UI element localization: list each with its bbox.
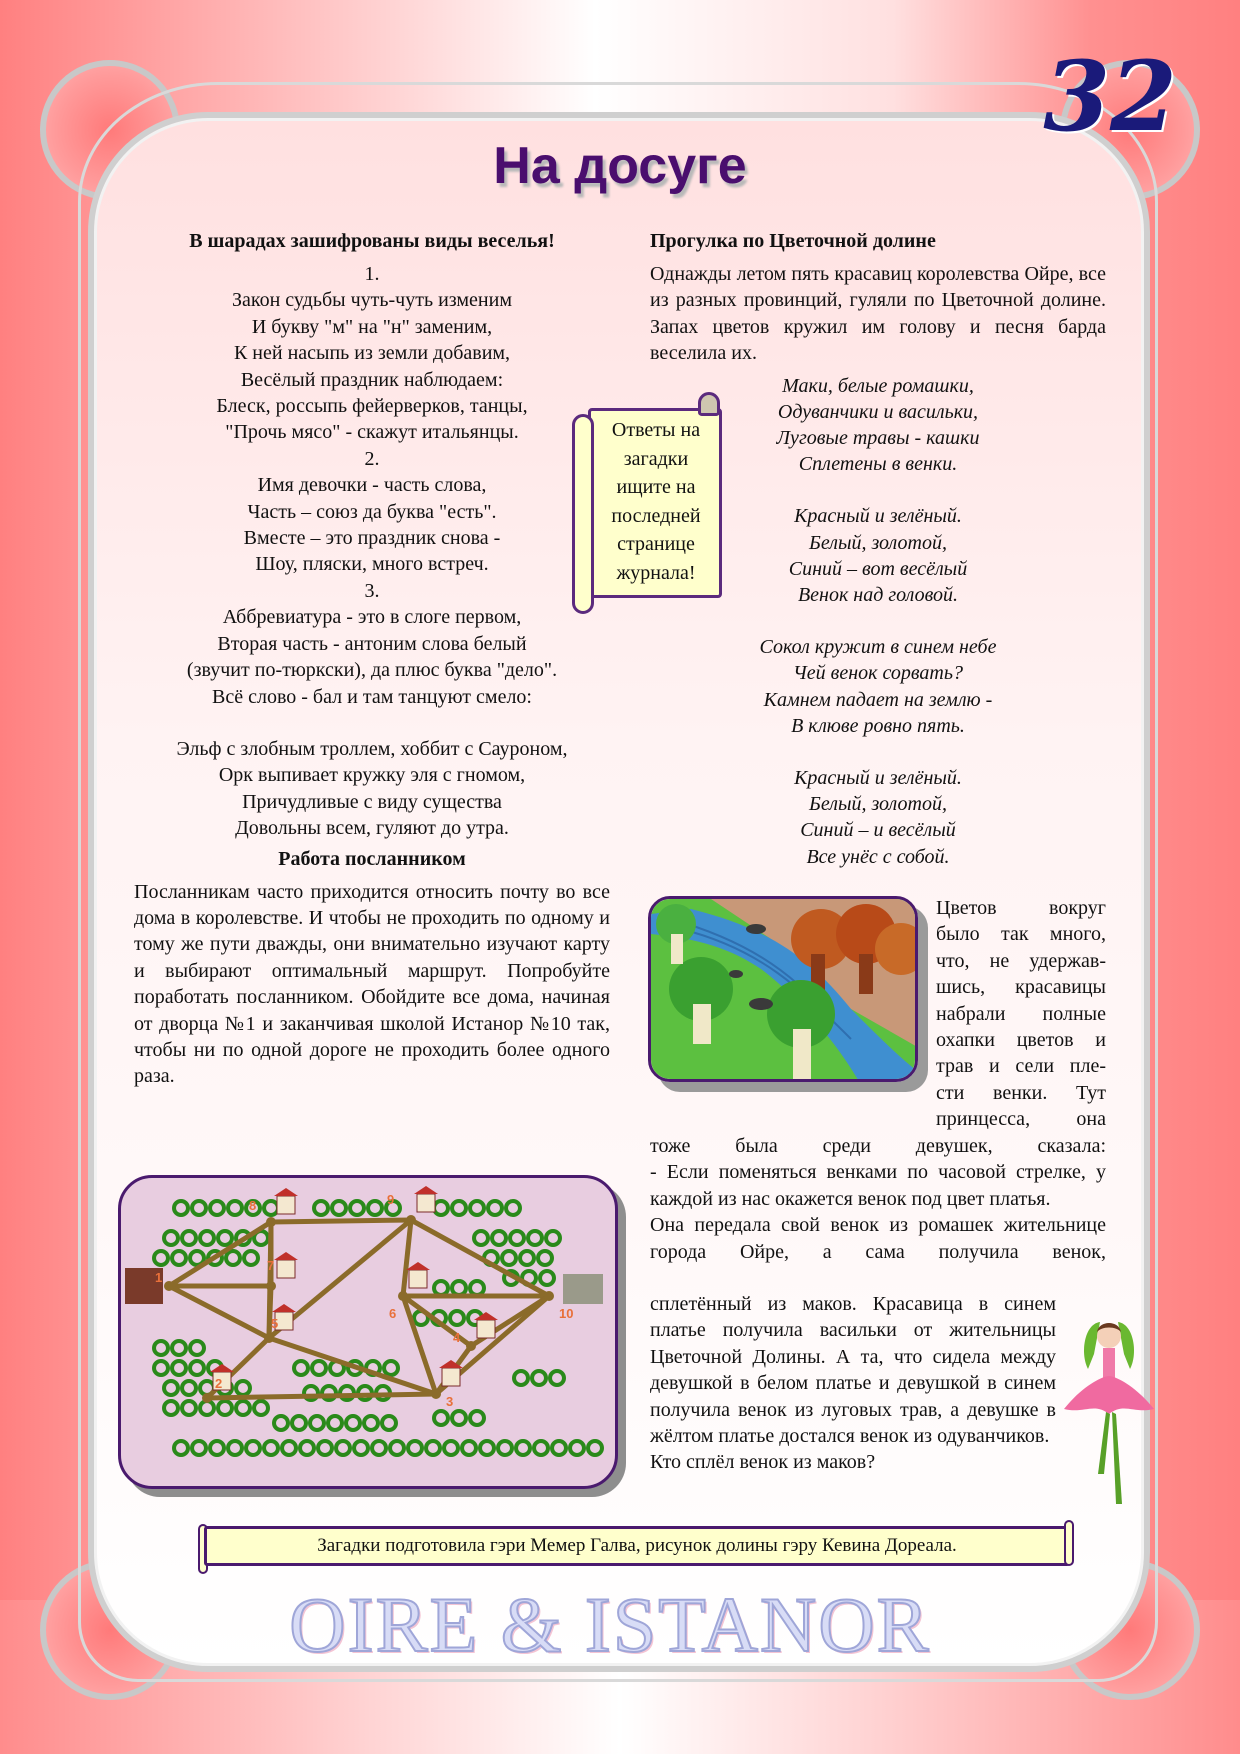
bush-icon bbox=[532, 1371, 546, 1385]
bush-icon bbox=[154, 1361, 168, 1375]
house-roof bbox=[272, 1304, 296, 1312]
map-node-label: 5 bbox=[271, 1316, 279, 1331]
bush-icon bbox=[520, 1251, 534, 1265]
bush-icon bbox=[236, 1401, 250, 1415]
bush-icon bbox=[310, 1416, 324, 1430]
charade-line: Закон судьбы чуть-чуть изменим bbox=[232, 289, 512, 312]
bush-icon bbox=[336, 1441, 350, 1455]
bush-icon bbox=[434, 1201, 448, 1215]
bush-icon bbox=[452, 1411, 466, 1425]
walk-stanza bbox=[650, 373, 1106, 478]
bush-icon bbox=[174, 1441, 188, 1455]
walk-story-line: набрали полные bbox=[936, 1002, 1106, 1025]
charade-line: (звучит по-тюркски), да плюс буква "дело". bbox=[186, 659, 558, 682]
stanza-line: Луговые травы - кашки bbox=[776, 427, 980, 450]
map-node bbox=[544, 1291, 554, 1301]
bush-icon bbox=[528, 1231, 542, 1245]
stanza-line: Белый, золотой, bbox=[809, 531, 947, 554]
bush-icon bbox=[384, 1361, 398, 1375]
house-roof bbox=[414, 1186, 438, 1194]
fairy-illustration bbox=[1054, 1314, 1164, 1514]
charade-line: Весёлый праздник наблюдаем: bbox=[240, 368, 504, 391]
bush-icon bbox=[470, 1281, 484, 1295]
map-node bbox=[266, 1281, 276, 1291]
map-node-label: 3 bbox=[446, 1394, 454, 1409]
charade-closing-line: Орк выпивает кружку эля с гномом, bbox=[218, 764, 526, 787]
map-node bbox=[266, 1217, 276, 1227]
walk-poem bbox=[650, 373, 1106, 870]
valley-drawing-image bbox=[648, 896, 918, 1082]
bush-icon bbox=[470, 1411, 484, 1425]
route-map-graphic bbox=[121, 1178, 618, 1489]
bush-icon bbox=[190, 1341, 204, 1355]
walk-title: Прогулка по Цветочной долине bbox=[650, 230, 936, 252]
map-node bbox=[164, 1281, 174, 1291]
bush-icon bbox=[314, 1201, 328, 1215]
walk-quote: - Если поменяться венками по часовой стрелке, у каждой из нас окажется венок под цвет платья. bbox=[650, 1161, 1106, 1210]
bush-icon bbox=[546, 1231, 560, 1245]
charade-line: Имя девочки - часть слова, bbox=[257, 474, 487, 497]
note-line: Ответы на bbox=[611, 419, 701, 441]
charade-line: Вместе – это праздник снова - bbox=[243, 527, 501, 550]
bush-icon bbox=[318, 1441, 332, 1455]
bush-icon bbox=[172, 1341, 186, 1355]
charade-line: Аббревиатура - это в слоге первом, bbox=[222, 606, 522, 629]
house-icon bbox=[477, 1320, 495, 1338]
bush-icon bbox=[172, 1361, 186, 1375]
walk-intro: Однажды летом пять красавиц королевства Ойре, все из разных провинций, гуляли по Цветочной долине. Запах цветов кружил им голову и песня барда веселила их. bbox=[650, 263, 1106, 365]
bush-icon bbox=[328, 1416, 342, 1430]
charade-closing-line: Причудливые с виду существа bbox=[242, 790, 502, 813]
bush-icon bbox=[192, 1441, 206, 1455]
charade-line: И букву "м" на "н" заменим, bbox=[251, 315, 493, 338]
bush-icon bbox=[452, 1281, 466, 1295]
bush-icon bbox=[470, 1201, 484, 1215]
walk-story-wrapped bbox=[936, 895, 1106, 1133]
bush-icon bbox=[444, 1441, 458, 1455]
house-icon bbox=[409, 1270, 427, 1288]
bush-icon bbox=[228, 1441, 242, 1455]
bush-icon bbox=[450, 1311, 464, 1325]
bush-icon bbox=[192, 1201, 206, 1215]
bush-icon bbox=[246, 1441, 260, 1455]
map-node bbox=[431, 1389, 441, 1399]
stanza-line: Красный и зелёный. bbox=[794, 767, 962, 790]
stanza-line: Синий – вот весёлый bbox=[788, 557, 968, 580]
map-node-label: 7 bbox=[267, 1258, 275, 1273]
stanza-line: В клюве ровно пять. bbox=[791, 714, 965, 737]
house-roof bbox=[406, 1262, 430, 1270]
stanza-line: Сплетены в венки. bbox=[798, 453, 958, 476]
road-line bbox=[271, 1220, 411, 1222]
walk-story-line: трав и сели пле- bbox=[936, 1055, 1106, 1078]
bush-icon bbox=[474, 1231, 488, 1245]
bush-icon bbox=[218, 1401, 232, 1415]
map-node bbox=[398, 1291, 408, 1301]
walk-stanza bbox=[650, 503, 1106, 608]
map-node-label: 9 bbox=[387, 1192, 395, 1207]
bush-icon bbox=[540, 1271, 554, 1285]
bush-icon bbox=[506, 1201, 520, 1215]
credits-banner bbox=[204, 1526, 1070, 1566]
bush-icon bbox=[588, 1441, 602, 1455]
stanza-line: Одуванчики и васильки, bbox=[777, 400, 979, 423]
charade-line: Вторая часть - антоним слова белый bbox=[217, 632, 527, 655]
charade-line: 1. bbox=[364, 263, 380, 285]
bush-icon bbox=[516, 1441, 530, 1455]
bush-icon bbox=[488, 1201, 502, 1215]
bush-icon bbox=[274, 1416, 288, 1430]
bush-icon bbox=[154, 1251, 168, 1265]
bush-icon bbox=[164, 1381, 178, 1395]
charades-poem bbox=[134, 261, 610, 710]
bush-icon bbox=[498, 1441, 512, 1455]
walk-question: Кто сплёл венок из маков? bbox=[650, 1451, 876, 1474]
map-node-label: 1 bbox=[155, 1270, 163, 1285]
bush-icon bbox=[550, 1371, 564, 1385]
bush-icon bbox=[190, 1361, 204, 1375]
walk-story-line: Цветов вокруг bbox=[936, 897, 1106, 919]
house-roof bbox=[274, 1252, 298, 1260]
charades-closing bbox=[134, 736, 610, 842]
charade-line: Всё слово - бал и там танцуют смело: bbox=[212, 685, 532, 708]
note-line: журнала! bbox=[616, 561, 696, 584]
charades-title: В шарадах зашифрованы виды веселья! bbox=[189, 230, 555, 252]
bush-icon bbox=[462, 1441, 476, 1455]
bush-icon bbox=[452, 1201, 466, 1215]
road-line bbox=[169, 1286, 269, 1338]
bush-icon bbox=[434, 1281, 448, 1295]
house-icon bbox=[277, 1196, 295, 1214]
stanza-line: Чей венок сорвать? bbox=[793, 662, 963, 685]
school-icon bbox=[563, 1274, 603, 1304]
bush-icon bbox=[294, 1361, 308, 1375]
credits-text: Загадки подготовила гэри Мемер Галва, рисунок долины гэру Кевина Дореала. bbox=[317, 1535, 957, 1556]
bush-icon bbox=[182, 1401, 196, 1415]
bush-icon bbox=[364, 1416, 378, 1430]
charade-line: Блеск, россыпь фейерверков, танцы, bbox=[216, 395, 528, 418]
charade-closing-line: Эльф с злобным троллем, хоббит с Сауроном, bbox=[176, 737, 568, 760]
walk-story-line: шись, красавицы bbox=[936, 976, 1106, 999]
stanza-line: Синий – и весёлый bbox=[800, 819, 956, 842]
bush-icon bbox=[514, 1371, 528, 1385]
charade-line: 3. bbox=[364, 579, 380, 602]
map-node bbox=[202, 1393, 212, 1403]
charade-line: Часть – союз да буква "есть". bbox=[247, 500, 497, 523]
map-node-label: 8 bbox=[249, 1198, 257, 1213]
charade-line: К ней насыпь из земли добавим, bbox=[233, 342, 511, 365]
walk-story-line: охапки цветов и bbox=[936, 1029, 1106, 1052]
walk-story-line: тоже была среди девушек, сказала: bbox=[650, 1135, 1106, 1157]
bush-icon bbox=[264, 1201, 278, 1215]
bush-icon bbox=[372, 1441, 386, 1455]
stanza-line: Камнем падает на землю - bbox=[763, 688, 993, 711]
house-icon bbox=[417, 1194, 435, 1212]
bush-icon bbox=[552, 1441, 566, 1455]
map-node-label: 10 bbox=[559, 1306, 574, 1321]
valley-drawing-graphic bbox=[651, 899, 918, 1082]
bush-icon bbox=[354, 1441, 368, 1455]
right-column bbox=[650, 230, 1106, 870]
map-node bbox=[466, 1341, 476, 1351]
bush-icon bbox=[368, 1201, 382, 1215]
map-node-label: 2 bbox=[215, 1376, 223, 1391]
bush-icon bbox=[534, 1441, 548, 1455]
walk-paragraph-2: сплетённый из маков. Красавица в синем платье получила васильки от жительницы Цветочной Долины. А та, что сидела между девушкой в белом платье и девушкой в синем получила венок из луговых трав, а девушке в жёлтом платье достался венок из одуванчиков. bbox=[650, 1293, 1056, 1448]
route-map bbox=[118, 1175, 618, 1489]
note-line: ищите на bbox=[616, 476, 696, 498]
bush-icon bbox=[154, 1341, 168, 1355]
bush-icon bbox=[570, 1441, 584, 1455]
note-line: загадки bbox=[623, 447, 689, 470]
bush-icon bbox=[346, 1416, 360, 1430]
bush-icon bbox=[164, 1231, 178, 1245]
bush-icon bbox=[264, 1441, 278, 1455]
house-roof bbox=[210, 1364, 234, 1372]
banner-roll bbox=[1064, 1520, 1074, 1566]
stanza-line: Венок над головой. bbox=[797, 584, 959, 607]
bush-icon bbox=[182, 1381, 196, 1395]
stanza-line: Все унёс с собой. bbox=[806, 845, 950, 868]
bush-icon bbox=[300, 1441, 314, 1455]
bush-icon bbox=[408, 1441, 422, 1455]
bush-icon bbox=[182, 1231, 196, 1245]
bush-icon bbox=[244, 1251, 258, 1265]
bush-icon bbox=[172, 1251, 186, 1265]
messenger-text: Посланникам часто приходится относить почту во все дома в королевстве. И чтобы не проходить по одному и тому же пути дважды, они внимательно изучают карту и выбирают оптимальный маршрут. Попробуйте поработать посланником. Обойдите все дома, начиная от дворца №1 и заканчивая школой Истанор №10 так, чтобы ни по одной дороге не проходить более одного раза. bbox=[134, 880, 610, 1088]
house-icon bbox=[277, 1260, 295, 1278]
bush-icon bbox=[200, 1231, 214, 1245]
page-number: 32 bbox=[1043, 40, 1177, 153]
walk-stanza bbox=[650, 634, 1106, 739]
bush-icon bbox=[332, 1201, 346, 1215]
bush-icon bbox=[390, 1441, 404, 1455]
map-node-label: 6 bbox=[389, 1306, 397, 1321]
house-icon bbox=[442, 1368, 460, 1386]
bush-icon bbox=[292, 1416, 306, 1430]
page-title: На досуге bbox=[493, 137, 747, 195]
map-node bbox=[406, 1215, 416, 1225]
note-line: последней bbox=[611, 504, 701, 527]
bush-icon bbox=[218, 1231, 232, 1245]
bush-icon bbox=[510, 1231, 524, 1245]
walk-story-line: сти венки. Тут bbox=[936, 1081, 1106, 1104]
walk-stanza bbox=[650, 765, 1106, 870]
note-line: странице bbox=[617, 533, 695, 555]
charade-line: Шоу, пляски, много встреч. bbox=[255, 553, 489, 576]
bush-icon bbox=[434, 1411, 448, 1425]
walk-story-narrow bbox=[650, 1291, 1056, 1476]
bush-icon bbox=[480, 1441, 494, 1455]
charade-line: 2. bbox=[364, 447, 380, 470]
stanza-line: Белый, золотой, bbox=[809, 793, 947, 816]
walk-story-continued bbox=[650, 1133, 1106, 1265]
house-roof bbox=[274, 1188, 298, 1196]
bush-icon bbox=[350, 1201, 364, 1215]
bush-icon bbox=[164, 1401, 178, 1415]
stanza-line: Сокол кружит в синем небе bbox=[759, 636, 997, 659]
fairy-graphic bbox=[1054, 1314, 1164, 1514]
bush-icon bbox=[538, 1251, 552, 1265]
bush-icon bbox=[226, 1251, 240, 1265]
bush-icon bbox=[254, 1401, 268, 1415]
bush-icon bbox=[426, 1441, 440, 1455]
bush-icon bbox=[282, 1441, 296, 1455]
bush-icon bbox=[210, 1201, 224, 1215]
bush-icon bbox=[312, 1361, 326, 1375]
magazine-brand: OIRE & ISTANOR bbox=[289, 1581, 931, 1668]
bush-icon bbox=[174, 1201, 188, 1215]
map-node bbox=[264, 1333, 274, 1343]
charade-line: "Прочь мясо" - скажут итальянцы. bbox=[225, 421, 519, 444]
bush-icon bbox=[382, 1416, 396, 1430]
bush-icon bbox=[210, 1441, 224, 1455]
bush-icon bbox=[228, 1201, 242, 1215]
charade-closing-line: Довольны всем, гуляют до утра. bbox=[235, 817, 509, 840]
walk-paragraph-2-start: Она передала свой венок из ромашек жительнице города Ойре, а сама получила венок, bbox=[650, 1214, 1106, 1263]
bush-icon bbox=[236, 1381, 250, 1395]
bush-icon bbox=[502, 1251, 516, 1265]
walk-story-line: что, не удержав- bbox=[936, 949, 1106, 972]
stanza-line: Красный и зелёный. bbox=[794, 505, 962, 528]
stanza-line: Маки, белые ромашки, bbox=[782, 374, 974, 397]
left-column bbox=[134, 230, 610, 1090]
messenger-title: Работа посланником bbox=[278, 847, 466, 870]
walk-story-line: было так много, bbox=[936, 923, 1106, 946]
bush-icon bbox=[492, 1231, 506, 1245]
bush-icon bbox=[200, 1401, 214, 1415]
scroll-roll bbox=[572, 414, 594, 614]
map-node-label: 4 bbox=[453, 1330, 461, 1345]
walk-story-line: принцесса, она bbox=[936, 1108, 1106, 1131]
